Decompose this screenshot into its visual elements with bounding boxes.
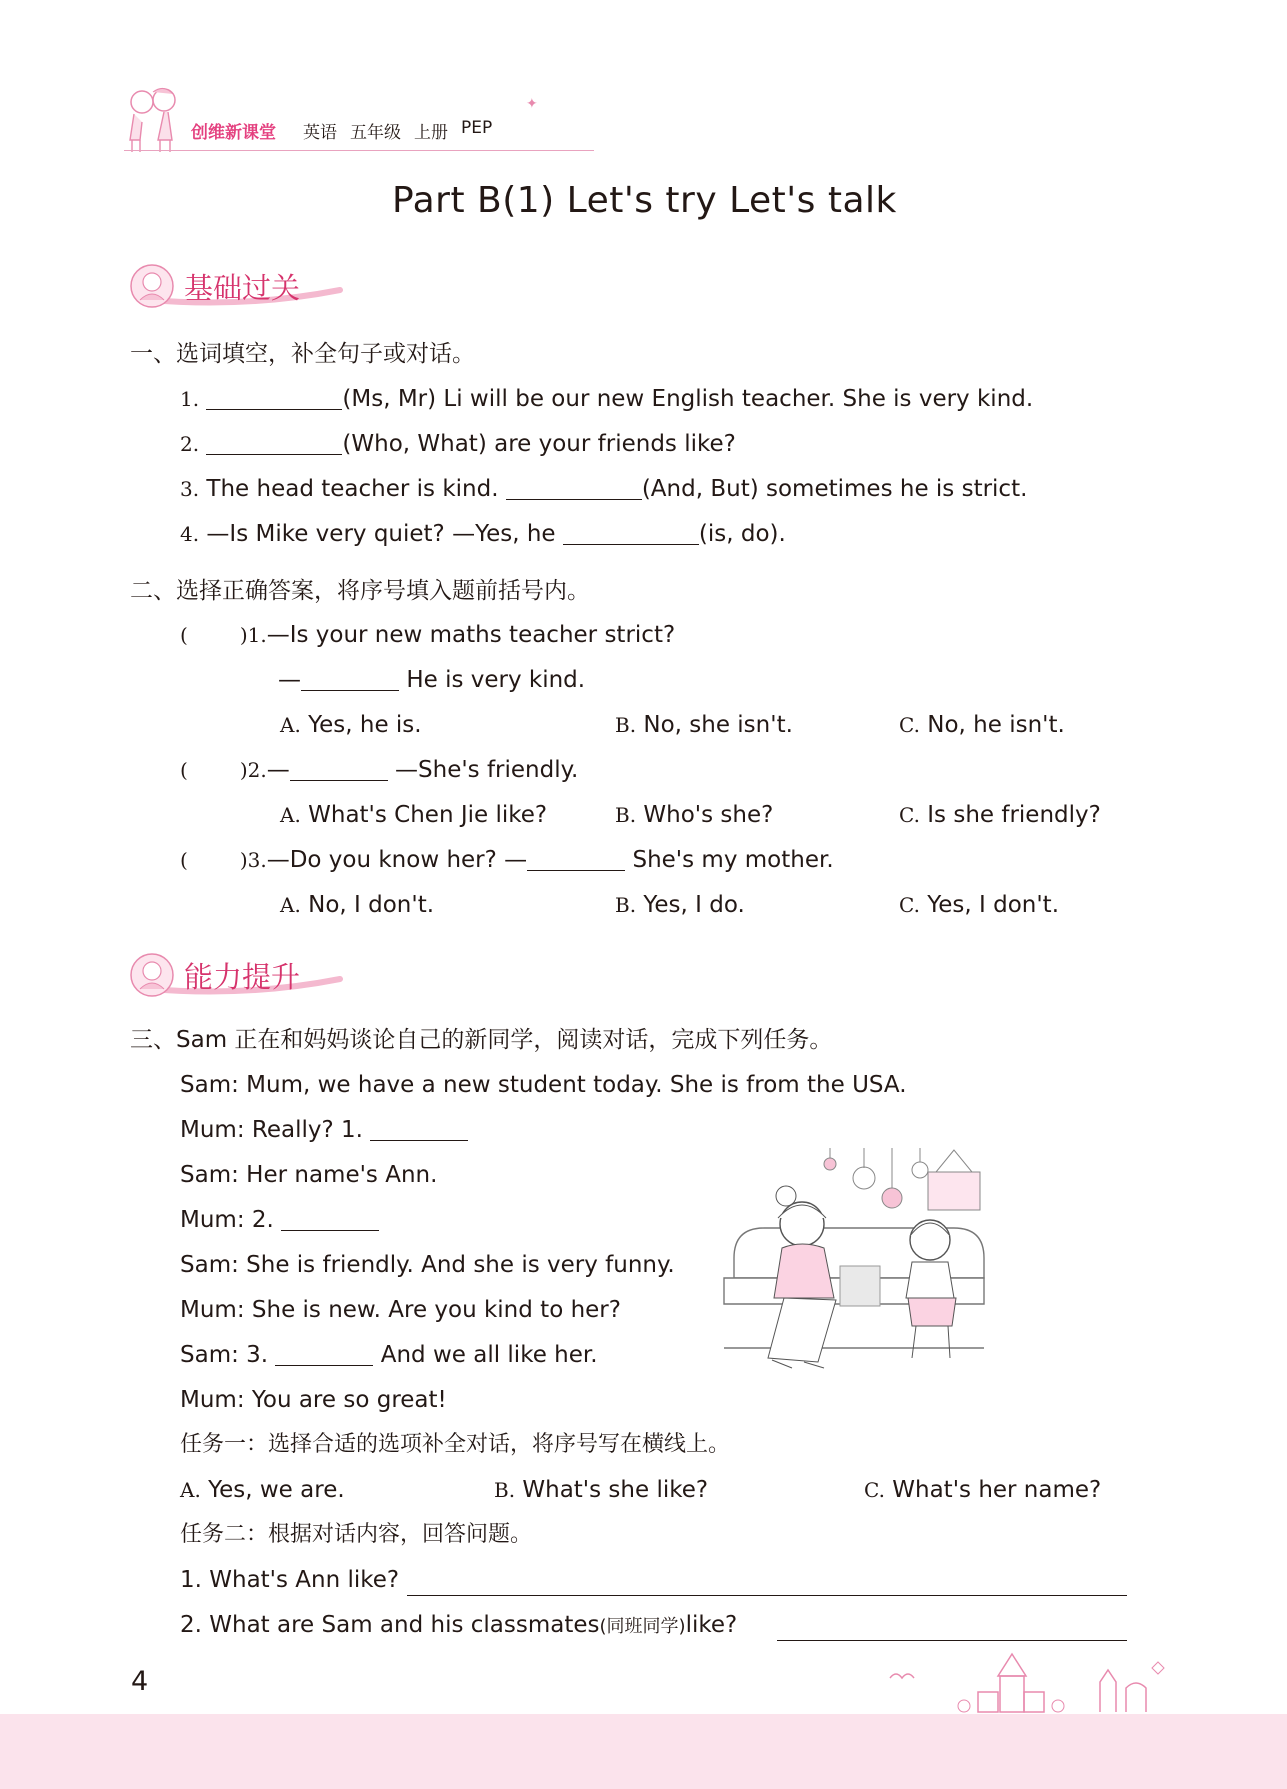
option[interactable]: A. No, I don't. (280, 892, 435, 918)
option[interactable]: B. Who's she? (615, 802, 774, 828)
answer-blank[interactable] (370, 1118, 468, 1141)
answer-bracket[interactable]: ( (180, 848, 188, 872)
q1-instruction: 一、选词填空，补全句子或对话。 (130, 341, 475, 367)
page-title: Part B(1) Let's try Let's talk (392, 180, 897, 221)
star-decoration-icon: ✦ (526, 96, 538, 112)
section-title-basic: 基础过关 (184, 271, 301, 305)
answer-line[interactable] (777, 1640, 1127, 1641)
answer-blank[interactable] (506, 477, 642, 500)
option[interactable]: C. What's her name? (864, 1477, 1102, 1503)
dialogue-line: Mum: Really? 1. (180, 1115, 468, 1145)
dialogue-line: Mum: She is new. Are you kind to her? (180, 1297, 621, 1323)
dialogue-line: Sam: Her name's Ann. (180, 1162, 438, 1188)
castle-decoration-icon (880, 1648, 1170, 1718)
answer-blank[interactable] (527, 848, 625, 871)
option[interactable]: B. What's she like? (494, 1477, 709, 1503)
footer-band (0, 1714, 1287, 1789)
answer-bracket[interactable]: ( (180, 758, 188, 782)
answer-blank[interactable] (301, 668, 399, 691)
answer-blank[interactable] (206, 432, 342, 455)
option[interactable]: A. What's Chen Jie like? (280, 802, 548, 828)
q2-item-line2: — He is very kind. (278, 667, 586, 693)
q3-instruction: 三、Sam 正在和妈妈谈论自己的新同学，阅读对话，完成下列任务。 (130, 1027, 833, 1053)
page-number: 4 (131, 1666, 149, 1697)
mother-child-illustration (722, 1148, 1002, 1380)
section-badge-advanced (128, 951, 343, 1001)
answer-blank[interactable] (563, 522, 699, 545)
q2-item: ( )2.— —She's friendly. (180, 757, 579, 783)
q1-item: 1. (Ms, Mr) Li will be our new English teacher. She is very kind. (180, 386, 1034, 412)
section-title-advanced: 能力提升 (184, 960, 301, 994)
header-brand: 创维新课堂 (191, 123, 276, 143)
option[interactable]: B. Yes, I do. (615, 892, 745, 918)
answer-blank[interactable] (281, 1208, 379, 1231)
option[interactable]: C. No, he isn't. (899, 712, 1065, 738)
task2-question-2: 2. What are Sam and his classmates(同班同学)like? (180, 1612, 738, 1638)
answer-blank[interactable] (206, 387, 342, 410)
answer-bracket[interactable]: ( (180, 623, 188, 647)
q2-item: ( )1.—Is your new maths teacher strict? (180, 622, 676, 648)
option[interactable]: B. No, she isn't. (615, 712, 793, 738)
option[interactable]: A. Yes, we are. (180, 1477, 345, 1503)
answer-blank[interactable] (290, 758, 388, 781)
dialogue-line: Sam: Mum, we have a new student today. She is from the USA. (180, 1072, 907, 1098)
header-subject: 英语 (303, 123, 337, 143)
option[interactable]: C. Yes, I don't. (899, 892, 1060, 918)
header-mascot-icon (124, 84, 182, 156)
q1-item: 3. The head teacher is kind. (And, But) sometimes he is strict. (180, 476, 1028, 502)
dialogue-line: Sam: 3. And we all like her. (180, 1342, 598, 1368)
header-edition: PEP (461, 118, 493, 138)
answer-blank[interactable] (275, 1343, 373, 1366)
answer-line[interactable] (407, 1595, 1127, 1596)
header-grade: 五年级 (350, 123, 401, 143)
dialogue-line: Mum: You are so great! (180, 1387, 447, 1413)
option[interactable]: A. Yes, he is. (280, 712, 422, 738)
task1-instruction: 任务一：选择合适的选项补全对话，将序号写在横线上。 (180, 1432, 731, 1457)
task2-question-1: 1. What's Ann like? (180, 1567, 400, 1593)
option[interactable]: C. Is she friendly? (899, 802, 1101, 828)
q1-item: 4. —Is Mike very quiet? —Yes, he (is, do). (180, 521, 786, 547)
section-badge-basic (128, 262, 343, 312)
q2-item: ( )3.—Do you know her? — She's my mother. (180, 847, 834, 873)
header-divider (124, 150, 594, 151)
header-volume: 上册 (414, 123, 448, 143)
q1-item: 2. (Who, What) are your friends like? (180, 431, 736, 457)
q2-instruction: 二、选择正确答案，将序号填入题前括号内。 (130, 578, 590, 604)
dialogue-line: Sam: She is friendly. And she is very funny. (180, 1252, 675, 1278)
dialogue-line: Mum: 2. (180, 1205, 379, 1235)
task2-instruction: 任务二：根据对话内容，回答问题。 (180, 1522, 533, 1547)
